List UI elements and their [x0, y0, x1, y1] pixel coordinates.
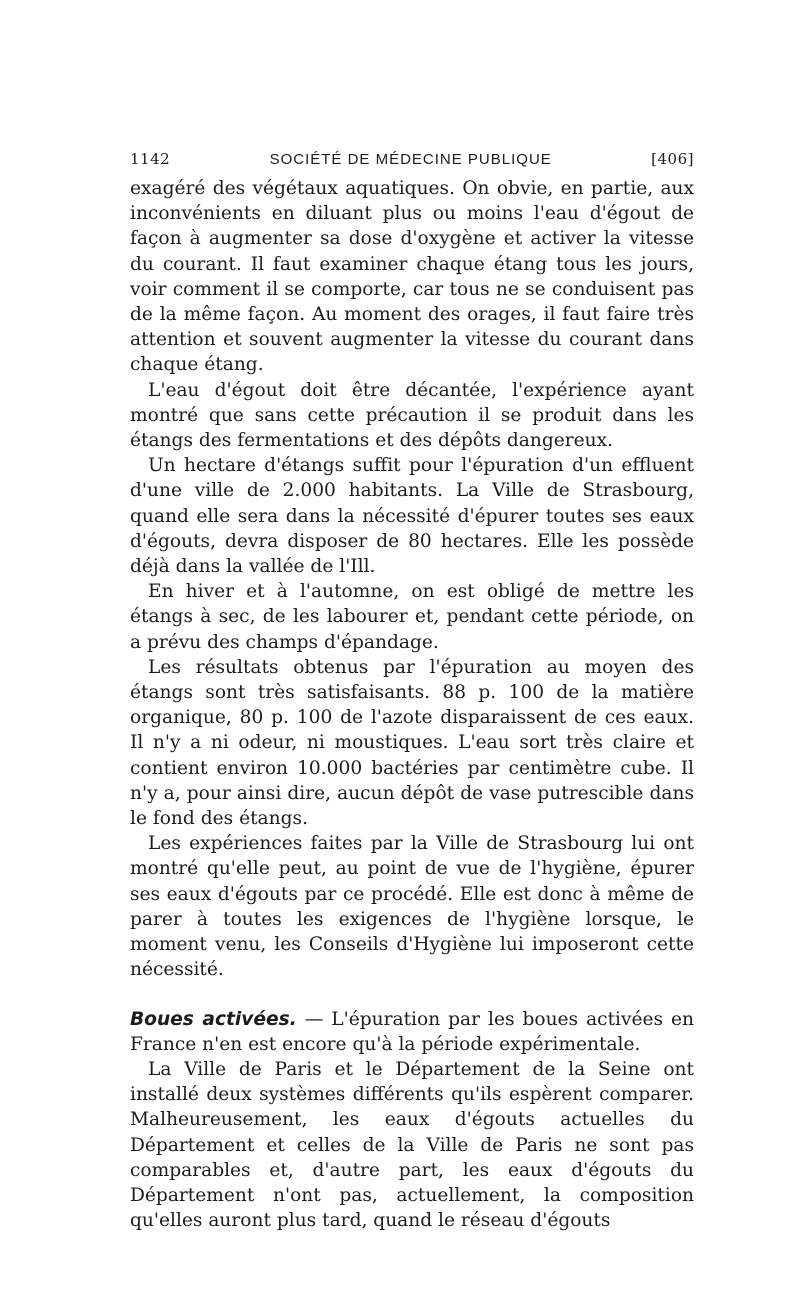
paragraph-8: La Ville de Paris et le Département de la Seine ont installé deux systèmes différents qu'ils espèrent comparer. Malheureusement, les eaux d'égouts actuelles du Département et celles de la Ville de Paris ne sont pas comparables et, d'autre part, les eaux d'égouts du Département n'ont pas, actuellement, la composition qu'elles auront plus tard, quand le réseau d'égouts	[130, 1058, 694, 1232]
book-page	[130, 150, 694, 1233]
paragraph-1: exagéré des végétaux aquatiques. On obvie, en partie, aux inconvénients en diluant plus ou moins l'eau d'égout de façon à augmenter sa dose d'oxygène et activer la vitesse du courant. Il faut examiner chaque étang tous les jours, voir comment il se comporte, car tous ne se conduisent pas de la même façon. Au moment des orages, il faut faire très attention et souvent augmenter la vitesse du courant dans chaque étang.	[130, 178, 694, 376]
running-title: SOCIÉTÉ DE MÉDECINE PUBLIQUE	[269, 151, 552, 168]
paragraph-6: Les expériences faites par la Ville de Strasbourg lui ont montré qu'elle peut, au point de vue de l'hygiène, épurer ses eaux d'égouts par ce procédé. Elle est donc à même de parer à toutes les exigences de l'hygiène lorsque, le moment venu, les Conseils d'Hygiène lui imposeront cette nécessité.	[130, 833, 694, 981]
page-number: 1142	[130, 150, 171, 168]
running-header	[130, 150, 694, 168]
section-intro-text: — L'épuration par les boues activées en France n'en est encore qu'à la période expérimentale.	[130, 1008, 695, 1055]
section-title: Boues activées.	[130, 1008, 297, 1030]
paragraph-7	[130, 1007, 694, 1057]
paragraph-5: Les résultats obtenus par l'épuration au moyen des étangs sont très satisfaisants. 88 p. 100 de la matière organique, 80 p. 100 de l'azote disparaissent de ces eaux. Il n'y a ni odeur, ni moustiques. L'eau sort très claire et contient environ 10.000 bactéries par centimètre cube. Il n'y a, pour ainsi dire, aucun dépôt de vase putrescible dans le fond des étangs.	[130, 656, 694, 830]
paragraph-3: Un hectare d'étangs suffit pour l'épuration d'un effluent d'une ville de 2.000 habitants. La Ville de Strasbourg, quand elle sera dans la nécessité d'épurer toutes ses eaux d'égouts, devra disposer de 80 hectares. Elle les possède déjà dans la vallée de l'Ill.	[130, 455, 694, 578]
paragraph-4: En hiver et à l'automne, on est obligé de mettre les étangs à sec, de les labourer et, pendant cette période, on a prévu des champs d'épandage.	[130, 581, 694, 653]
bracket-page-number: [406]	[651, 150, 694, 168]
paragraph-2: L'eau d'égout doit être décantée, l'expérience ayant montré que sans cette précaution il se produit dans les étangs des fermentations et des dépôts dangereux.	[130, 379, 694, 452]
section-spacer	[130, 983, 694, 1007]
